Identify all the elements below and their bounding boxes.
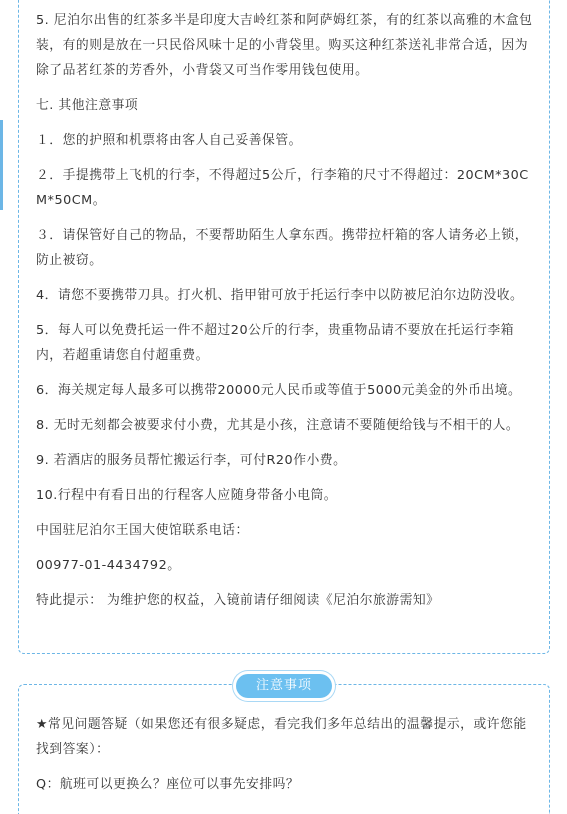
left-edge-marker <box>0 120 3 210</box>
notes-section-content <box>36 8 536 623</box>
faq-section-content <box>36 712 536 807</box>
note-item-1: １．您的护照和机票将由客人自己妥善保管。 <box>36 133 302 148</box>
faq-intro: ★常见问题答疑（如果您还有很多疑虑，看完我们多年总结出的温馨提示，或许您能找到答案）： <box>36 717 527 757</box>
section-heading-other-notes: 七. 其他注意事项 <box>36 98 139 113</box>
faq-question-1: Q：航班可以更换么？座位可以事先安排吗？ <box>36 777 300 792</box>
note-item-3: ３．请保管好自己的物品，不要帮助陌生人拿东西。携带拉杆箱的客人请务必上锁，防止被窃。 <box>36 228 528 268</box>
note-item-2: ２．手提携带上飞机的行李，不得超过5公斤，行李箱的尺寸不得超过：20CM*30CM*50CM。 <box>36 168 529 208</box>
embassy-phone-label: 中国驻尼泊尔王国大使馆联系电话： <box>36 523 249 538</box>
note-item-5: 5．每人可以免费托运一件不超过20公斤的行李，贵重物品请不要放在托运行李箱内，若超重请您自付超重费。 <box>36 323 515 363</box>
note-item-4: 4．请您不要携带刀具。打火机、指甲钳可放于托运行李中以防被尼泊尔边防没收。 <box>36 288 524 303</box>
note-item-6: 6．海关规定每人最多可以携带20000元人民币或等值于5000元美金的外币出境。 <box>36 383 522 398</box>
note-item-10: 10.行程中有看日出的行程客人应随身带备小电筒。 <box>36 488 338 503</box>
embassy-phone-number: 00977-01-4434792。 <box>36 558 181 573</box>
paragraph-tea-souvenir: 5. 尼泊尔出售的红茶多半是印度大吉岭红茶和阿萨姆红茶，有的红茶以高雅的木盒包装，有的则是放在一只民俗风味十足的小背袋里。购买这种红茶送礼非常合适，因为除了品茗红茶的芳香外，小背袋又可当作零用钱包使用。 <box>36 13 533 78</box>
reminder-text: 特此提示： 为维护您的权益，入镜前请仔细阅读《尼泊尔旅游需知》 <box>36 593 440 608</box>
note-item-9: 9. 若酒店的服务员帮忙搬运行李，可付R20作小费。 <box>36 453 347 468</box>
note-item-8: 8. 无时无刻都会被要求付小费，尤其是小孩，注意请不要随便给钱与不相干的人。 <box>36 418 520 433</box>
section-badge-notes: 注意事项 <box>236 674 332 698</box>
